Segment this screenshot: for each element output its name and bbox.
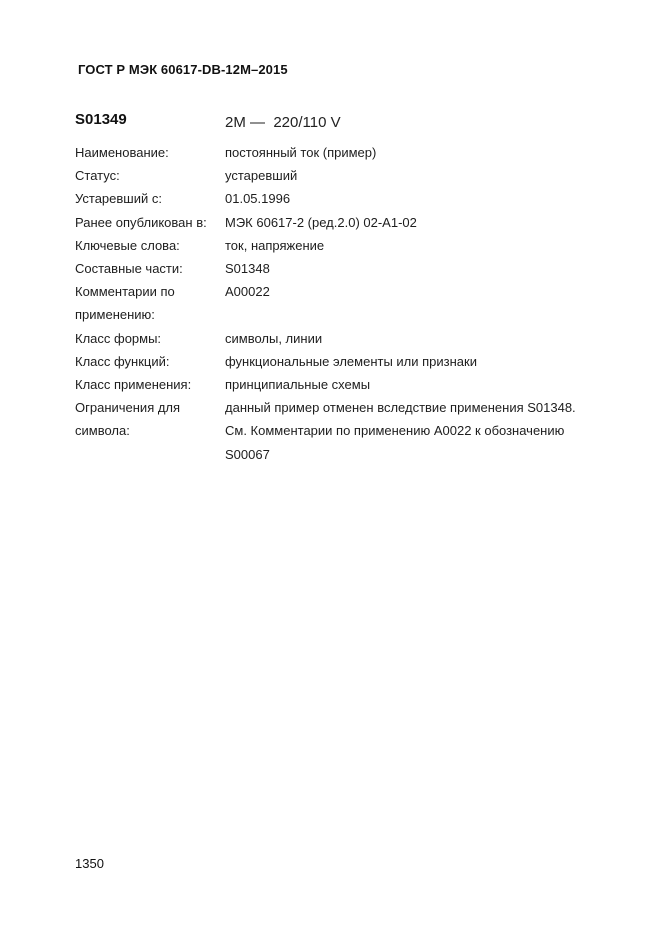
page-number: 1350 bbox=[75, 856, 104, 871]
property-row bbox=[75, 211, 595, 234]
property-row bbox=[75, 187, 595, 210]
property-label: Класс формы: bbox=[75, 330, 162, 346]
property-value: ток, напряжение bbox=[225, 237, 325, 253]
property-value: устаревший bbox=[225, 168, 298, 184]
property-label: Ограничения для символа: bbox=[75, 400, 181, 439]
property-row bbox=[75, 257, 595, 280]
property-value: функциональные элементы или признаки bbox=[225, 353, 477, 369]
property-row bbox=[75, 350, 595, 373]
property-row bbox=[75, 396, 595, 466]
property-label: Устаревший с: bbox=[75, 191, 162, 207]
property-label: Наименование: bbox=[75, 145, 169, 160]
property-row bbox=[75, 280, 595, 326]
symbol-id: S01349 bbox=[75, 111, 127, 128]
property-value: данный пример отменен вследствие применения S01348. См. Комментарии по применению A0022 к обозначению S00067 bbox=[225, 400, 576, 462]
property-value: МЭК 60617-2 (ред.2.0) 02-A1-02 bbox=[225, 214, 417, 230]
symbol-properties bbox=[75, 141, 595, 466]
property-value: A00022 bbox=[225, 284, 270, 300]
symbol-graphic: 2M — 220/110 V bbox=[225, 114, 341, 131]
property-label: Комментарии по применению: bbox=[75, 284, 175, 323]
property-row bbox=[75, 234, 595, 257]
property-label: Ранее опубликован в: bbox=[75, 214, 207, 230]
property-row bbox=[75, 164, 595, 187]
property-label: Статус: bbox=[75, 168, 120, 184]
property-row bbox=[75, 373, 595, 396]
property-value: 01.05.1996 bbox=[225, 191, 291, 207]
property-row bbox=[75, 141, 595, 164]
property-label: Класс функций: bbox=[75, 353, 170, 369]
property-row bbox=[75, 327, 595, 350]
property-value: S01348 bbox=[225, 261, 270, 277]
document-header: ГОСТ Р МЭК 60617-DB-12M–2015 bbox=[78, 62, 288, 77]
property-label: Класс применения: bbox=[75, 377, 192, 393]
property-value: принципиальные схемы bbox=[225, 377, 371, 393]
property-label: Составные части: bbox=[75, 261, 183, 277]
property-value: символы, линии bbox=[225, 330, 323, 346]
property-value: постоянный ток (пример) bbox=[225, 145, 377, 160]
property-label: Ключевые слова: bbox=[75, 237, 180, 253]
